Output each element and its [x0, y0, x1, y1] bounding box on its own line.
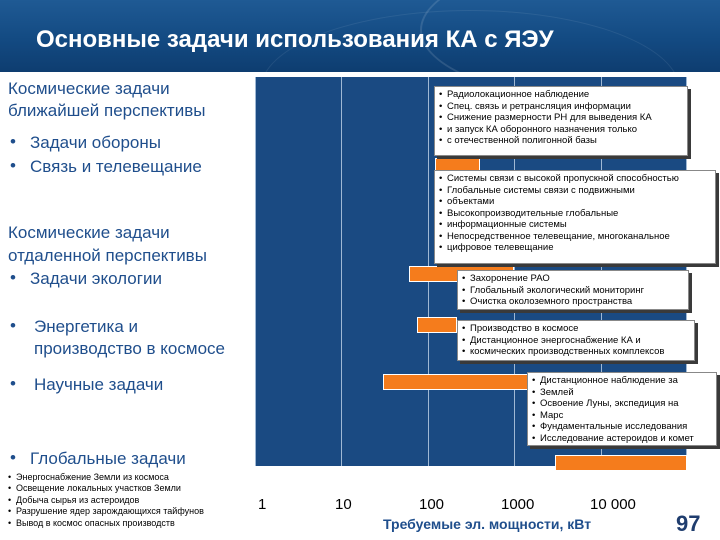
callout-item: • космических производственных комплексов: [462, 346, 690, 358]
global-task-list: [8, 472, 204, 529]
callout-item: • Очистка околоземного пространства: [462, 296, 684, 308]
callout-item: • Глобальный экологический мониторинг: [462, 285, 684, 297]
item-comms: Связь и телевещание: [30, 157, 202, 176]
callout-item: • Освоение Луны, экспедиция на: [532, 398, 712, 410]
range-bar: [417, 317, 457, 333]
callout-item: • Захоронение РАО: [462, 273, 684, 285]
item-defense: Задачи обороны: [30, 133, 161, 152]
far-heading-line1: Космические задачи: [8, 223, 170, 242]
grid-line: [341, 77, 342, 466]
callout-item: • Производство в космосе: [462, 323, 690, 335]
range-bar: [555, 455, 687, 471]
callout-science: [527, 372, 717, 446]
callout-item: • Глобальные системы связи с подвижными: [439, 185, 711, 197]
callout-comms: [434, 170, 716, 264]
callout-item: • Исследование астероидов и комет: [532, 433, 712, 445]
callout-item: • Землей: [532, 387, 712, 399]
callout-item: • Высокопроизводительные глобальные: [439, 208, 711, 220]
list-item: • Вывод в космос опасных производств: [8, 518, 204, 529]
page-number: 97: [676, 511, 701, 536]
callout-item: • Дистанционное энергоснабжение КА и: [462, 335, 690, 347]
callout-item: • объектами: [439, 196, 711, 208]
callout-item: • Марс: [532, 410, 712, 422]
item-energy-line2: производство в космосе: [34, 339, 225, 358]
bullet: •: [10, 316, 16, 335]
callout-item: • Фундаментальные исследования: [532, 421, 712, 433]
x-tick-label: 100: [419, 496, 445, 513]
callout-ecology: [457, 270, 689, 310]
grid-line: [255, 77, 256, 466]
list-item: • Разрушение ядер зарождающихся тайфунов: [8, 506, 204, 517]
bullet: •: [10, 268, 16, 287]
callout-energy: [457, 320, 695, 361]
callout-item: • Системы связи с высокой пропускной способностью: [439, 173, 711, 185]
callout-item: • Снижение размерности РН для выведения КА: [439, 112, 683, 124]
list-item: • Освещение локальных участков Земли: [8, 483, 204, 494]
bullet: •: [10, 374, 16, 393]
callout-item: • Дистанционное наблюдение за: [532, 375, 712, 387]
item-global: Глобальные задачи: [30, 449, 186, 468]
header-banner: [0, 0, 720, 72]
bullet: •: [10, 448, 16, 467]
callout-item: • и запуск КА оборонного назначения только: [439, 124, 683, 136]
callout-defense: [434, 86, 688, 156]
item-energy-line1: Энергетика и: [34, 317, 139, 336]
item-science: Научные задачи: [34, 375, 164, 394]
x-tick-label: 10 000: [590, 496, 636, 513]
x-tick-label: 1000: [501, 496, 535, 513]
callout-item: • информационные системы: [439, 219, 711, 231]
slide-title: Основные задачи использования КА с ЯЭУ: [36, 26, 554, 53]
callout-item: • с отечественной полигонной базы: [439, 135, 683, 147]
callout-item: • Непосредственное телевещание, многоканальное: [439, 231, 711, 243]
bullet: •: [10, 132, 16, 151]
item-ecology: Задачи экологии: [30, 269, 162, 288]
x-axis-label: Требуемые эл. мощности, кВт: [383, 516, 592, 532]
list-item: • Добыча сырья из астероидов: [8, 495, 204, 506]
far-heading-line2: отдаленной перспективы: [8, 246, 207, 265]
near-heading-line1: Космические задачи: [8, 79, 170, 98]
callout-item: • Радиолокационное наблюдение: [439, 89, 683, 101]
near-heading-line2: ближайшей перспективы: [8, 101, 206, 120]
bullet: •: [10, 156, 16, 175]
callout-item: • цифровое телевещание: [439, 242, 711, 254]
list-item: • Энергоснабжение Земли из космоса: [8, 472, 204, 483]
callout-item: • Спец. связь и ретрансляция информации: [439, 101, 683, 113]
x-tick-label: 1: [258, 496, 267, 513]
x-tick-label: 10: [335, 496, 352, 513]
